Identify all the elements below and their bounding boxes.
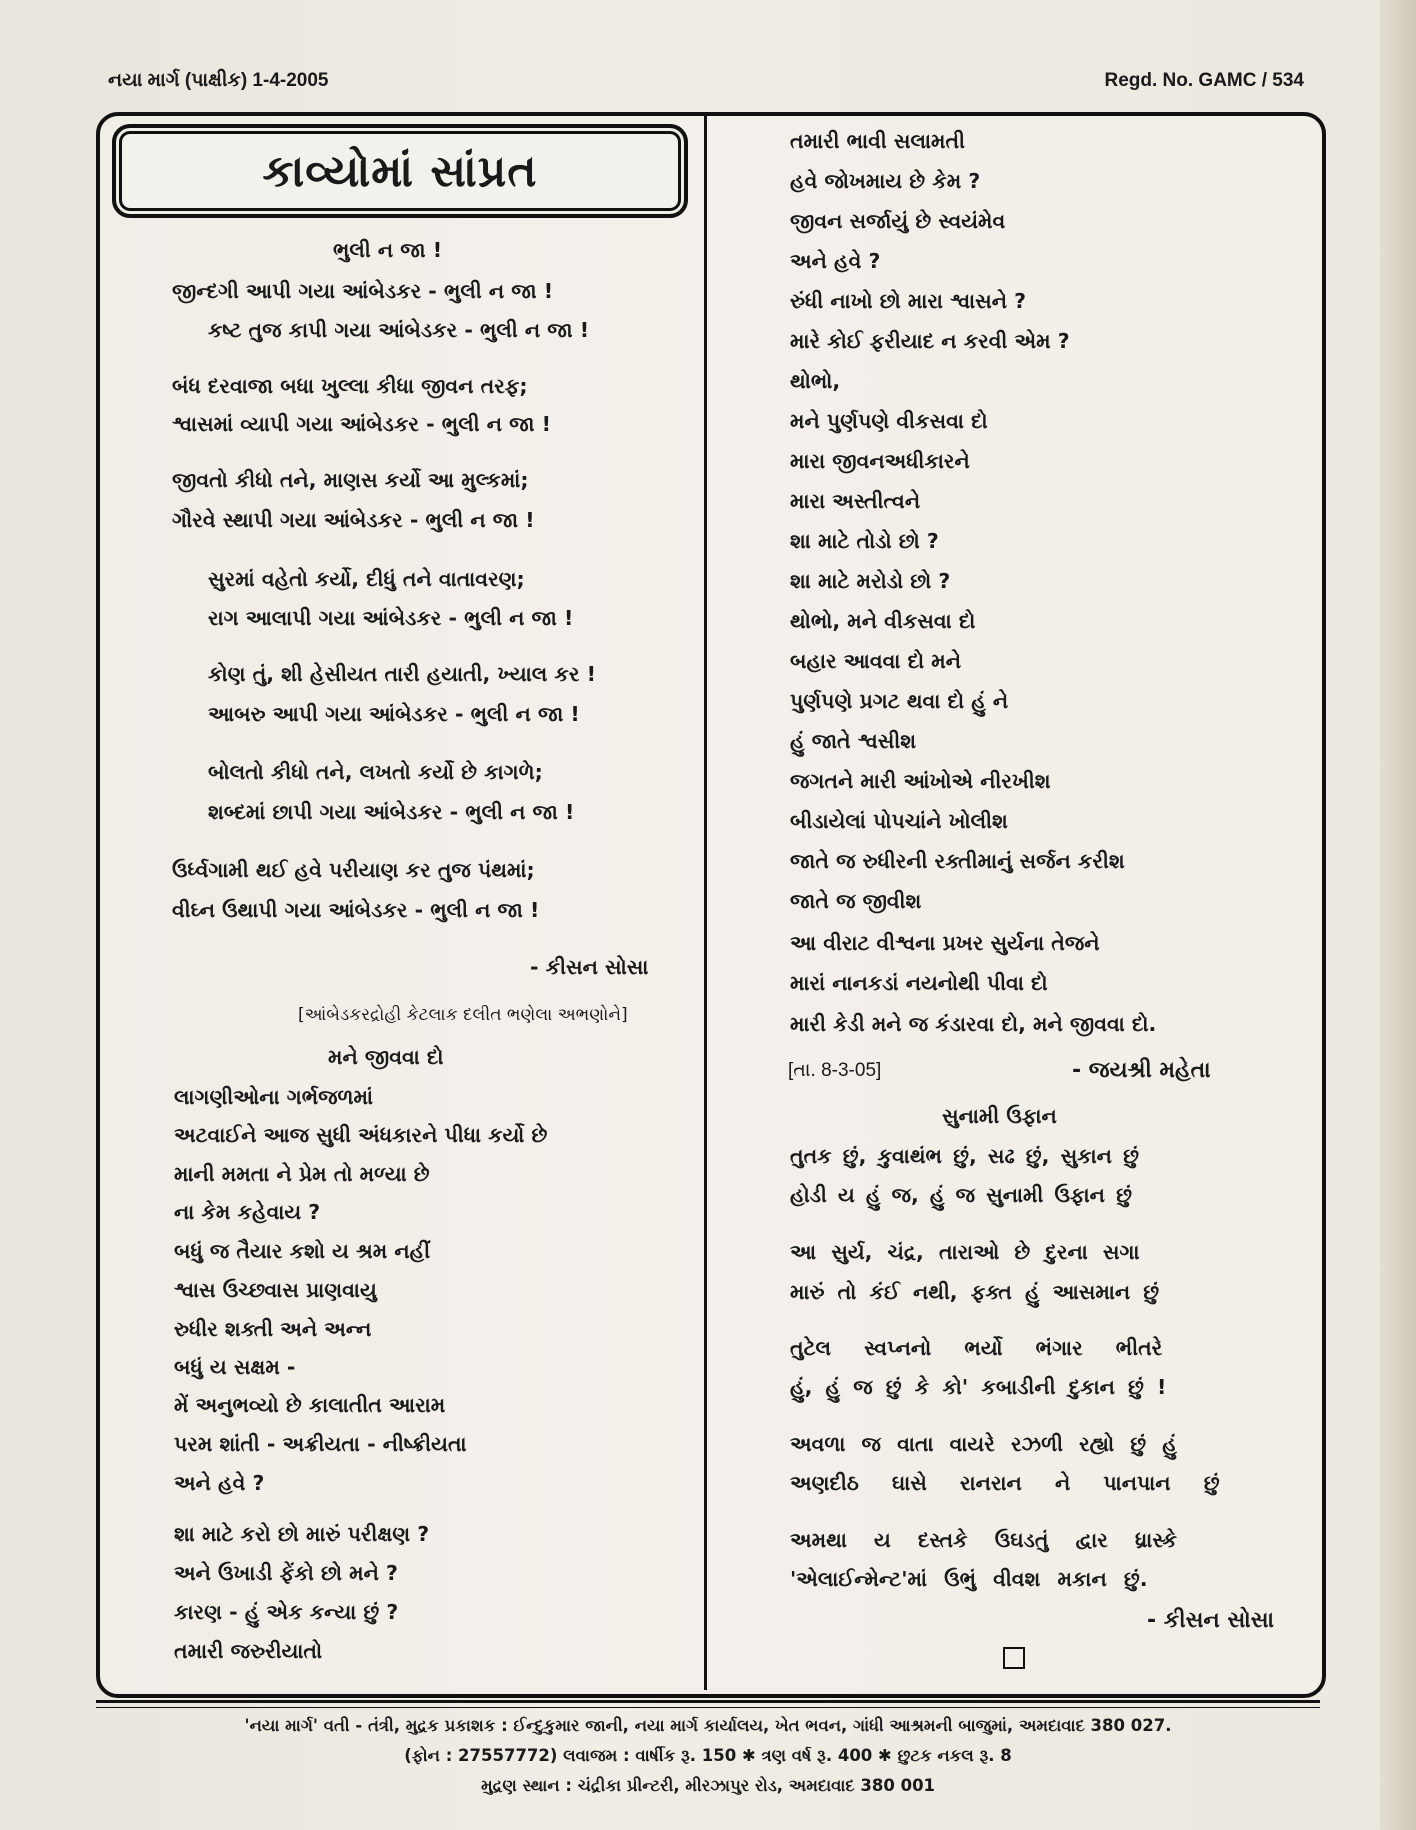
poem2-date: [તા. 8-3-05] <box>788 1060 882 1081</box>
poem1-line: રાગ આલાપી ગયા આંબેડકર - ભુલી ન જા ! <box>208 606 574 630</box>
poem3-title: સુનામી ઉફાન <box>942 1104 1057 1128</box>
poem1-line: જીન્દગી આપી ગયા આંબેડકર - ભુલી ન જા ! <box>172 279 554 303</box>
footer-subscription: (ફોન : 27557772) લવાજમ : વાર્ષીક રૂ. 150 ✱ ત્રણ વર્ષ રૂ. 400 ✱ છુટક નકલ રૂ. 8 <box>404 1746 1012 1765</box>
column-divider <box>704 116 707 1690</box>
poem2-line: પરમ શાંતી - અક્રીયતા - નીષ્ક્રીયતા <box>174 1432 467 1456</box>
poem3-line: તુતક છું, કુવાથંભ છું, સઢ છું, સુકાન છું <box>790 1144 1139 1168</box>
page-edge <box>1380 0 1416 1830</box>
poem1-line: કોણ તું, શી હેસીયત તારી હયાતી, ખ્યાલ કર ! <box>208 662 596 686</box>
footer-rule-thin <box>96 1707 1320 1708</box>
poem3-line: તુટેલ સ્વપ્નનો ભર્યો ભંગાર ભીતરે <box>790 1336 1163 1360</box>
poem1-line: ઉર્ધ્વગામી થઈ હવે પરીયાણ કર તુજ પંથમાં; <box>172 858 535 882</box>
poem2-line: મેં અનુભવ્યો છે કાલાતીત આરામ <box>174 1393 446 1417</box>
poem2-line: જગતને મારી આંખોએ નીરખીશ <box>790 769 1051 793</box>
end-mark-box <box>1003 1647 1025 1669</box>
poem2-line: લાગણીઓના ગર્ભજળમાં <box>174 1085 373 1109</box>
poem2-line: બધું ય સક્ષમ - <box>174 1355 296 1379</box>
poem2-line: બધું જ તૈયાર કશો ય શ્રમ નહીં <box>174 1239 431 1263</box>
poem2-line: મારી કેડી મને જ કંડારવા દો, મને જીવવા દો. <box>790 1012 1157 1036</box>
poem2-line: જાતે જ જીવીશ <box>790 889 922 913</box>
poem1-line: સુરમાં વહેતો કર્યો, દીધું તને વાતાવરણ; <box>208 567 525 591</box>
poem2-line: તમારી જરુરીયાતો <box>174 1639 323 1663</box>
footer-publisher: 'નયા માર્ગ' વતી - તંત્રી, મુદ્રક પ્રકાશક : ઈન્દુકુમાર જાની, નયા માર્ગ કાર્યાલય, ખેત ભવન, ગાંધી આશ્રમની બાજુમાં, અમદાવાદ 380 027. <box>244 1716 1172 1735</box>
poem1-line: બોલતો કીધો તને, લખતો કર્યો છે કાગળે; <box>208 760 543 784</box>
poem2-line: હવે જોખમાય છે કેમ ? <box>790 169 981 193</box>
registration-number: Regd. No. GAMC / 534 <box>1104 70 1304 91</box>
poem2-line: મારા અસ્તીત્વને <box>790 489 921 513</box>
poem2-line: રુંધી નાખો છો મારા શ્વાસને ? <box>790 289 1027 313</box>
poem2-line: થોભો, <box>790 369 841 393</box>
poem3-line: અણદીઠ ઘાસે રાનરાન ને પાનપાન છું <box>790 1471 1220 1495</box>
poem2-line: મારે કોઈ ફરીયાદ ન કરવી એમ ? <box>790 329 1070 353</box>
poem2-line: શા માટે કરો છો મારું પરીક્ષણ ? <box>174 1522 430 1546</box>
poem2-line: કારણ - હું એક કન્યા છું ? <box>174 1600 399 1624</box>
poem2-line: હું જાતે શ્વસીશ <box>790 729 917 753</box>
poem1-line: બંધ દરવાજા બધા ખુલ્લા કીધા જીવન તરફ; <box>172 374 528 398</box>
section-title: કાવ્યોમાં સાંપ્રત <box>262 145 538 197</box>
poem2-title: મને જીવવા દો <box>328 1045 444 1069</box>
poem1-line: ગૌરવે સ્થાપી ગયા આંબેડકર - ભુલી ન જા ! <box>172 508 535 532</box>
poem2-line: બહાર આવવા દો મને <box>790 649 962 673</box>
poem3-line: અમથા ય દસ્તકે ઉઘડતું દ્વાર ધ્રાસ્કે <box>790 1528 1177 1552</box>
poem2-line: આ વીરાટ વીશ્વના પ્રખર સુર્યના તેજને <box>790 931 1100 955</box>
poem2-line: અને ઉખાડી ફેંકો છો મને ? <box>174 1561 398 1585</box>
poem2-line: અને હવે ? <box>790 249 881 273</box>
poem1-line: શ્વાસમાં વ્યાપી ગયા આંબેડકર - ભુલી ન જા ! <box>172 412 551 436</box>
poem3-line: અવળા જ વાતા વાયરે રઝળી રહ્યો છું હું <box>790 1432 1177 1456</box>
poem1-author: - કીસન સોસા <box>530 955 649 979</box>
poem2-line: શા માટે તોડો છો ? <box>790 529 939 553</box>
poem1-line: આબરુ આપી ગયા આંબેડકર - ભુલી ન જા ! <box>208 702 580 726</box>
poem3-line: 'એલાઈન્મેન્ટ'માં ઉભું વીવશ મકાન છું. <box>790 1567 1148 1591</box>
poem2-line: શ્વાસ ઉચ્છ્વાસ પ્રાણવાયુ <box>174 1278 377 1302</box>
poem1-line: જીવતો કીધો તને, માણસ કર્યો આ મુલ્કમાં; <box>172 468 529 492</box>
poem1-line: શબ્દમાં છાપી ગયા આંબેડકર - ભુલી ન જા ! <box>208 800 575 824</box>
poem1-line: વીઘ્ન ઉથાપી ગયા આંબેડકર - ભુલી ન જા ! <box>172 898 540 922</box>
poem1-note: [આંબેડકરદ્રોહી કેટલાક દલીત ભણેલા અભણોને] <box>298 1005 628 1025</box>
poem3-line: મારું તો કંઈ નથી, ફક્ત હું આસમાન છું <box>790 1280 1160 1304</box>
poem2-line: પુર્ણપણે પ્રગટ થવા દો હું ને <box>790 689 1009 713</box>
poem2-author: - જયશ્રી મહેતા <box>1072 1058 1211 1083</box>
poem2-line: અને હવે ? <box>174 1471 265 1495</box>
poem1-line: કષ્ટ તુજ કાપી ગયા આંબેડકર - ભુલી ન જા ! <box>208 318 590 342</box>
poem3-author: - કીસન સોસા <box>1147 1608 1275 1633</box>
poem2-line: જીવન સર્જાયું છે સ્વયંમેવ <box>790 209 1006 233</box>
poem3-line: હું, હું જ છું કે કો' કબાડીની દુકાન છું ! <box>790 1375 1167 1399</box>
poem2-line: તમારી ભાવી સલામતી <box>790 129 965 153</box>
poem2-line: મારા જીવનઅધીકારને <box>790 449 970 473</box>
masthead-date: નયા માર્ગ (પાક્ષીક) 1-4-2005 <box>108 70 329 91</box>
poem3-line: આ સુર્ય, ચંદ્ર, તારાઓ છે દુરના સગા <box>790 1240 1140 1264</box>
poem2-line: થોભો, મને વીકસવા દો <box>790 609 976 633</box>
section-title-box <box>112 124 688 218</box>
poem3-line: હોડી ય હું જ, હું જ સુનામી ઉફાન છું <box>790 1183 1132 1207</box>
poem2-line: રુધીર શક્તી અને અન્ન <box>174 1317 372 1341</box>
poem1-title: ભુલી ન જા ! <box>333 238 443 262</box>
poem2-line: જાતે જ રુધીરની રક્તીમાનું સર્જન કરીશ <box>790 849 1125 873</box>
poem2-line: માની મમતા ને પ્રેમ તો મળ્યા છે <box>174 1162 430 1186</box>
poem2-line: શા માટે મરોડો છો ? <box>790 569 951 593</box>
poem2-line: મને પુર્ણપણે વીકસવા દો <box>790 409 988 433</box>
poem2-line: ના કેમ કહેવાય ? <box>174 1200 321 1224</box>
poem2-line: બીડાયેલાં પોપચાંને ખોલીશ <box>790 809 1008 833</box>
footer-printer: મુદ્રણ સ્થાન : ચંદ્રીકા પ્રીન્ટરી, મીરઝાપુર રોડ, અમદાવાદ 380 001 <box>480 1776 936 1795</box>
footer-rule-top <box>96 1700 1320 1703</box>
poem2-line: મારાં નાનકડાં નયનોથી પીવા દો <box>790 971 1048 995</box>
poem2-line: અટવાઈને આજ સુધી અંધકારને પીધા કર્યો છે <box>174 1123 548 1147</box>
